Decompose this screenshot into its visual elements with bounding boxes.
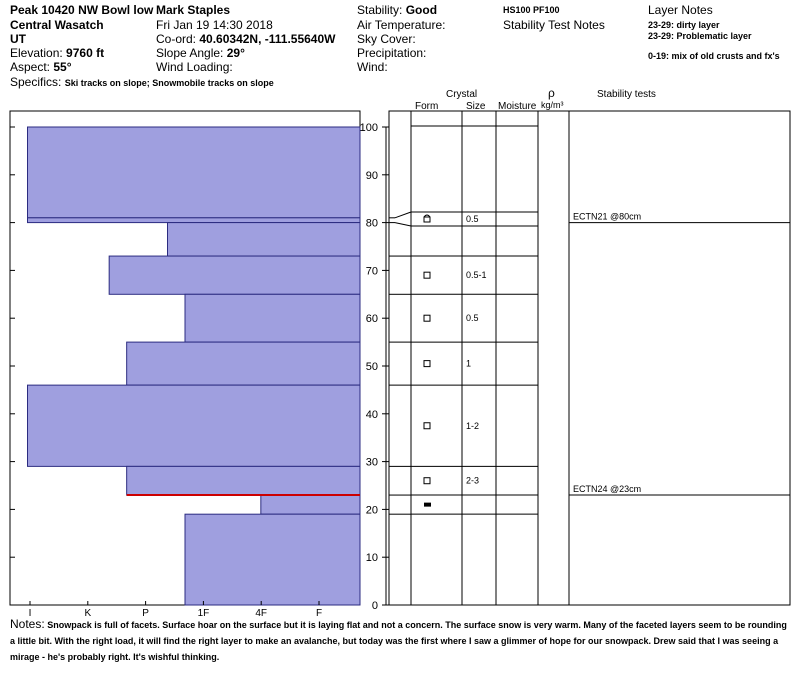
crystal-row bbox=[424, 270, 487, 280]
aspect-value: 55° bbox=[53, 60, 72, 74]
air-temp-label: Air Temperature: bbox=[357, 18, 446, 32]
notes bbox=[10, 616, 790, 665]
hardness-tick-label: I bbox=[28, 608, 32, 619]
hardness-tick-label: 1F bbox=[197, 608, 210, 619]
hardness-bar bbox=[168, 223, 361, 256]
slope-value: 29° bbox=[226, 46, 245, 60]
crystal-size: 2-3 bbox=[466, 475, 480, 486]
crystal-rows bbox=[424, 214, 487, 507]
hardness-bar bbox=[28, 127, 361, 218]
layer-connector bbox=[395, 223, 411, 226]
facet-icon bbox=[424, 478, 430, 484]
hardness-bar bbox=[127, 466, 360, 495]
hardness-tick-label: F bbox=[315, 608, 323, 619]
elevation-label: Elevation: bbox=[10, 46, 63, 60]
hardness-bar bbox=[28, 385, 361, 466]
crystal-size: 0.5 bbox=[466, 214, 479, 224]
hardness-bar bbox=[185, 294, 360, 342]
observation-datetime: Fri Jan 19 14:30 2018 bbox=[156, 18, 273, 32]
hardness-tick-label: P bbox=[142, 608, 149, 619]
crystal-size: 1-2 bbox=[466, 420, 480, 431]
specifics-value: Ski tracks on slope; Snowmobile tracks on slope bbox=[64, 78, 274, 88]
hardness-bar bbox=[28, 218, 361, 223]
crystal-header: Crystal bbox=[446, 89, 478, 100]
form-header: Form bbox=[415, 101, 439, 112]
sky-cover-label: Sky Cover: bbox=[357, 32, 416, 46]
crystal-size: 0.5-1 bbox=[466, 270, 487, 281]
crystal-row bbox=[424, 214, 479, 224]
hardness-bar bbox=[127, 342, 360, 385]
moisture-header: Moisture bbox=[498, 101, 537, 112]
aspect-label: Aspect: bbox=[10, 60, 51, 74]
height-tick-label: 80 bbox=[365, 217, 378, 230]
layer-notes-title: Layer Notes bbox=[648, 3, 713, 17]
stability-test-row bbox=[569, 484, 790, 495]
stability-label: Stability: bbox=[357, 3, 403, 17]
stability-test-label: ECTN24 @23cm bbox=[573, 484, 642, 495]
stability-tests-header: Stability tests bbox=[597, 89, 656, 100]
crystal-row bbox=[424, 313, 479, 323]
observer-name: Mark Staples bbox=[156, 3, 231, 17]
size-header: Size bbox=[466, 101, 486, 112]
rho-header: ρ bbox=[548, 86, 555, 100]
range-name: Central Wasatch bbox=[10, 18, 104, 32]
stability-test-label: ECTN21 @80cm bbox=[573, 211, 642, 222]
precipitation-label: Precipitation: bbox=[357, 46, 427, 60]
hardness-bar bbox=[261, 495, 360, 514]
density-unit-header: kg/m³ bbox=[541, 100, 564, 110]
coord-value: 40.60342N, -111.55640W bbox=[199, 32, 336, 46]
crystal-row bbox=[424, 476, 479, 486]
crystal-row bbox=[424, 359, 471, 369]
wind-loading-label: Wind Loading: bbox=[156, 60, 233, 74]
coord-label: Co-ord: bbox=[156, 32, 197, 46]
height-tick-label: 50 bbox=[365, 361, 378, 373]
crystal-size: 0.5 bbox=[466, 313, 479, 324]
crust-icon bbox=[424, 503, 431, 507]
facet-icon bbox=[424, 315, 430, 321]
hardness-bar bbox=[109, 256, 360, 294]
crystal-row bbox=[424, 421, 479, 431]
notes-text: Snowpack is full of facets. Surface hoar on the surface but it is laying flat and not a concern. The surface snow is very warm. Many of the faceted layers seem to be rounding a little bit. With the right load, it will find the right layer to make an avalanche, but today was the first where I saw a glimmer of hope for our snowpack. Drew said that I was seeing a mirage - he's probably right. It's wishful thinking. bbox=[10, 620, 787, 662]
hs-pf: HS100 PF100 bbox=[503, 5, 560, 15]
stability-test-notes-label: Stability Test Notes bbox=[503, 18, 605, 32]
height-tick-label: 0 bbox=[371, 600, 378, 612]
elevation-value: 9760 ft bbox=[66, 46, 105, 60]
hardness-bars bbox=[28, 127, 361, 605]
slope-label: Slope Angle: bbox=[156, 46, 224, 60]
height-tick-label: 30 bbox=[365, 456, 378, 469]
hardness-tick-label: 4F bbox=[255, 608, 268, 619]
wind-label: Wind: bbox=[357, 60, 388, 74]
height-tick-label: 20 bbox=[365, 504, 378, 517]
height-tick-label: 70 bbox=[365, 265, 378, 278]
hardness-tick-label: K bbox=[84, 608, 92, 619]
stability-value: Good bbox=[405, 3, 438, 17]
facet-icon bbox=[424, 423, 430, 429]
stability-test-rows bbox=[569, 212, 790, 495]
facet-icon bbox=[424, 272, 430, 278]
layer-note: 23-29: Problematic layer bbox=[648, 31, 752, 41]
notes-label: Notes: bbox=[10, 617, 45, 631]
height-tick-label: 90 bbox=[365, 169, 378, 182]
hardness-bar bbox=[185, 514, 360, 605]
facet-icon bbox=[424, 361, 430, 367]
height-tick-label: 60 bbox=[365, 313, 378, 326]
layer-connector bbox=[395, 212, 411, 218]
layer-note: 23-29: dirty layer bbox=[648, 20, 720, 30]
layer-note: 0-19: mix of old crusts and fx's bbox=[648, 51, 780, 61]
state-name: UT bbox=[10, 32, 26, 46]
stability-test-row bbox=[569, 212, 790, 223]
height-tick-label: 40 bbox=[365, 408, 378, 421]
location-name: Peak 10420 NW Bowl low bbox=[10, 3, 154, 17]
specifics-label: Specifics: bbox=[10, 75, 62, 89]
crystal-size: 1 bbox=[466, 358, 472, 369]
crystal-table-frame bbox=[389, 111, 790, 605]
crystal-row bbox=[424, 503, 431, 507]
faceted-rounded-icon bbox=[424, 217, 430, 222]
height-tick-label: 100 bbox=[359, 122, 378, 134]
height-axis bbox=[360, 122, 389, 612]
height-tick-label: 10 bbox=[365, 552, 378, 565]
